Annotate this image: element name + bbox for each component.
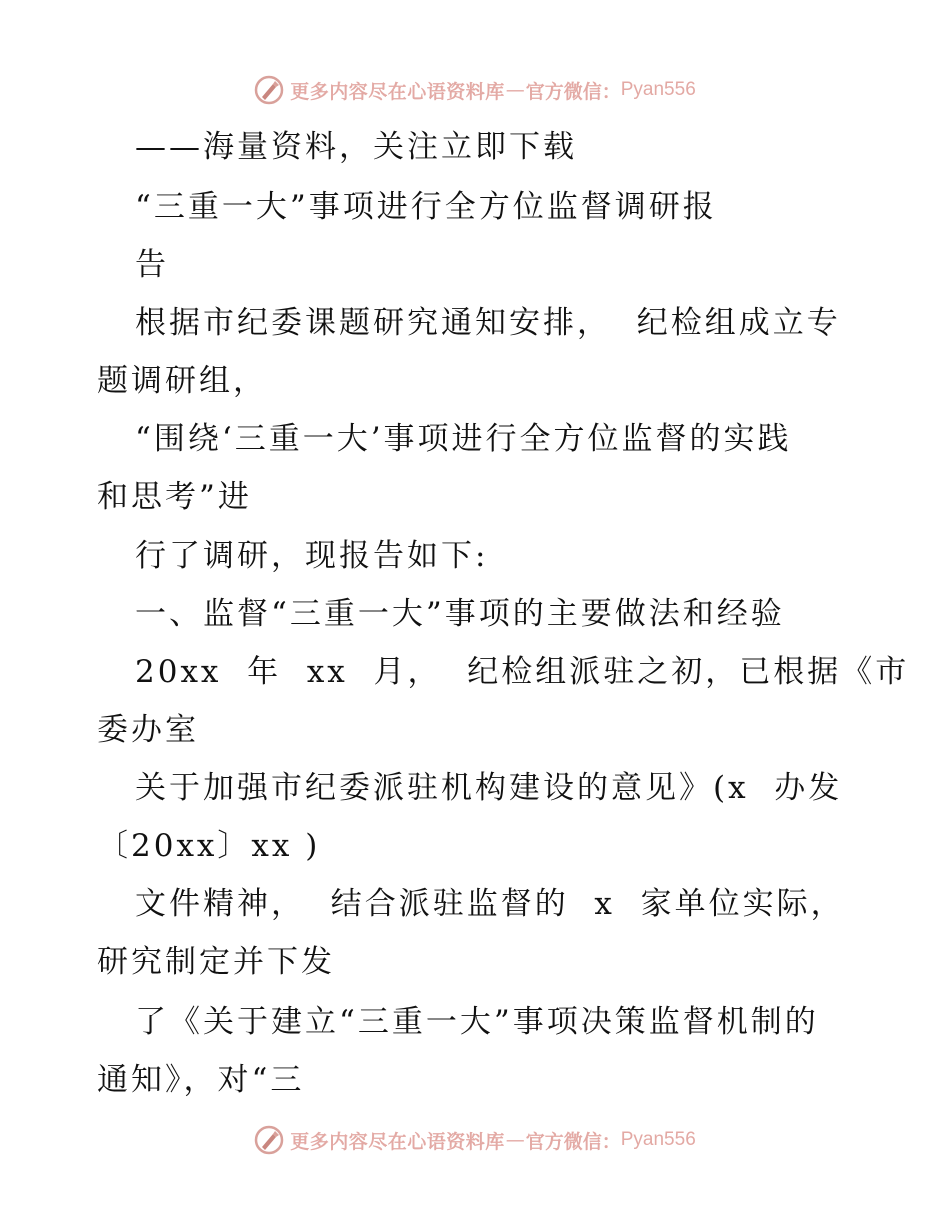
banner-dash: — (505, 1129, 525, 1151)
promo-text: 更多内容尽在心语资料库 (290, 80, 505, 103)
body-paragraph-line: 题调研组， (97, 363, 267, 399)
body-paragraph-line: 〔20xx〕xx ) (97, 828, 321, 864)
body-paragraph-line: 和思考”进 (97, 479, 252, 515)
banner-dash: — (505, 79, 525, 101)
body-paragraph-line: 根据市纪委课题研究通知安排， 纪检组成立专 (135, 305, 841, 341)
body-paragraph-line: 研究制定并下发 (97, 944, 335, 980)
body-paragraph-line: 20xx 年 xx 月， 纪检组派驻之初，已根据《市 (135, 654, 910, 690)
body-paragraph-line: 文件精神， 结合派驻监督的 x 家单位实际， (135, 886, 845, 922)
promo-text: 更多内容尽在心语资料库 (290, 1130, 505, 1153)
wechat-label: 官方微信： (525, 80, 621, 103)
footer-watermark-banner (0, 1120, 950, 1160)
body-paragraph-line: 了《关于建立“三重一大”事项决策监督机制的 (135, 1004, 819, 1040)
report-title-line-1: “三重一大”事项进行全方位监督调研报 (135, 189, 717, 225)
wechat-account: Pyan556 (620, 1129, 696, 1150)
pen-logo-icon (254, 1125, 284, 1155)
wechat-label: 官方微信： (525, 1130, 621, 1153)
body-paragraph-line: 关于加强市纪委派驻机构建设的意见》(x 办发 (135, 770, 843, 806)
section-heading-1: 一、监督“三重一大”事项的主要做法和经验 (135, 596, 785, 632)
download-note-line: ——海量资料，关注立即下载 (135, 129, 577, 165)
body-paragraph-line: 委办室 (97, 712, 199, 748)
body-paragraph-line: 通知》，对“三 (97, 1062, 305, 1098)
body-paragraph-line: 行了调研，现报告如下: (135, 538, 489, 574)
wechat-account: Pyan556 (620, 79, 696, 100)
report-title-line-2: 告 (135, 247, 169, 283)
body-paragraph-line: “围绕‘三重一大’事项进行全方位监督的实践 (135, 421, 792, 457)
